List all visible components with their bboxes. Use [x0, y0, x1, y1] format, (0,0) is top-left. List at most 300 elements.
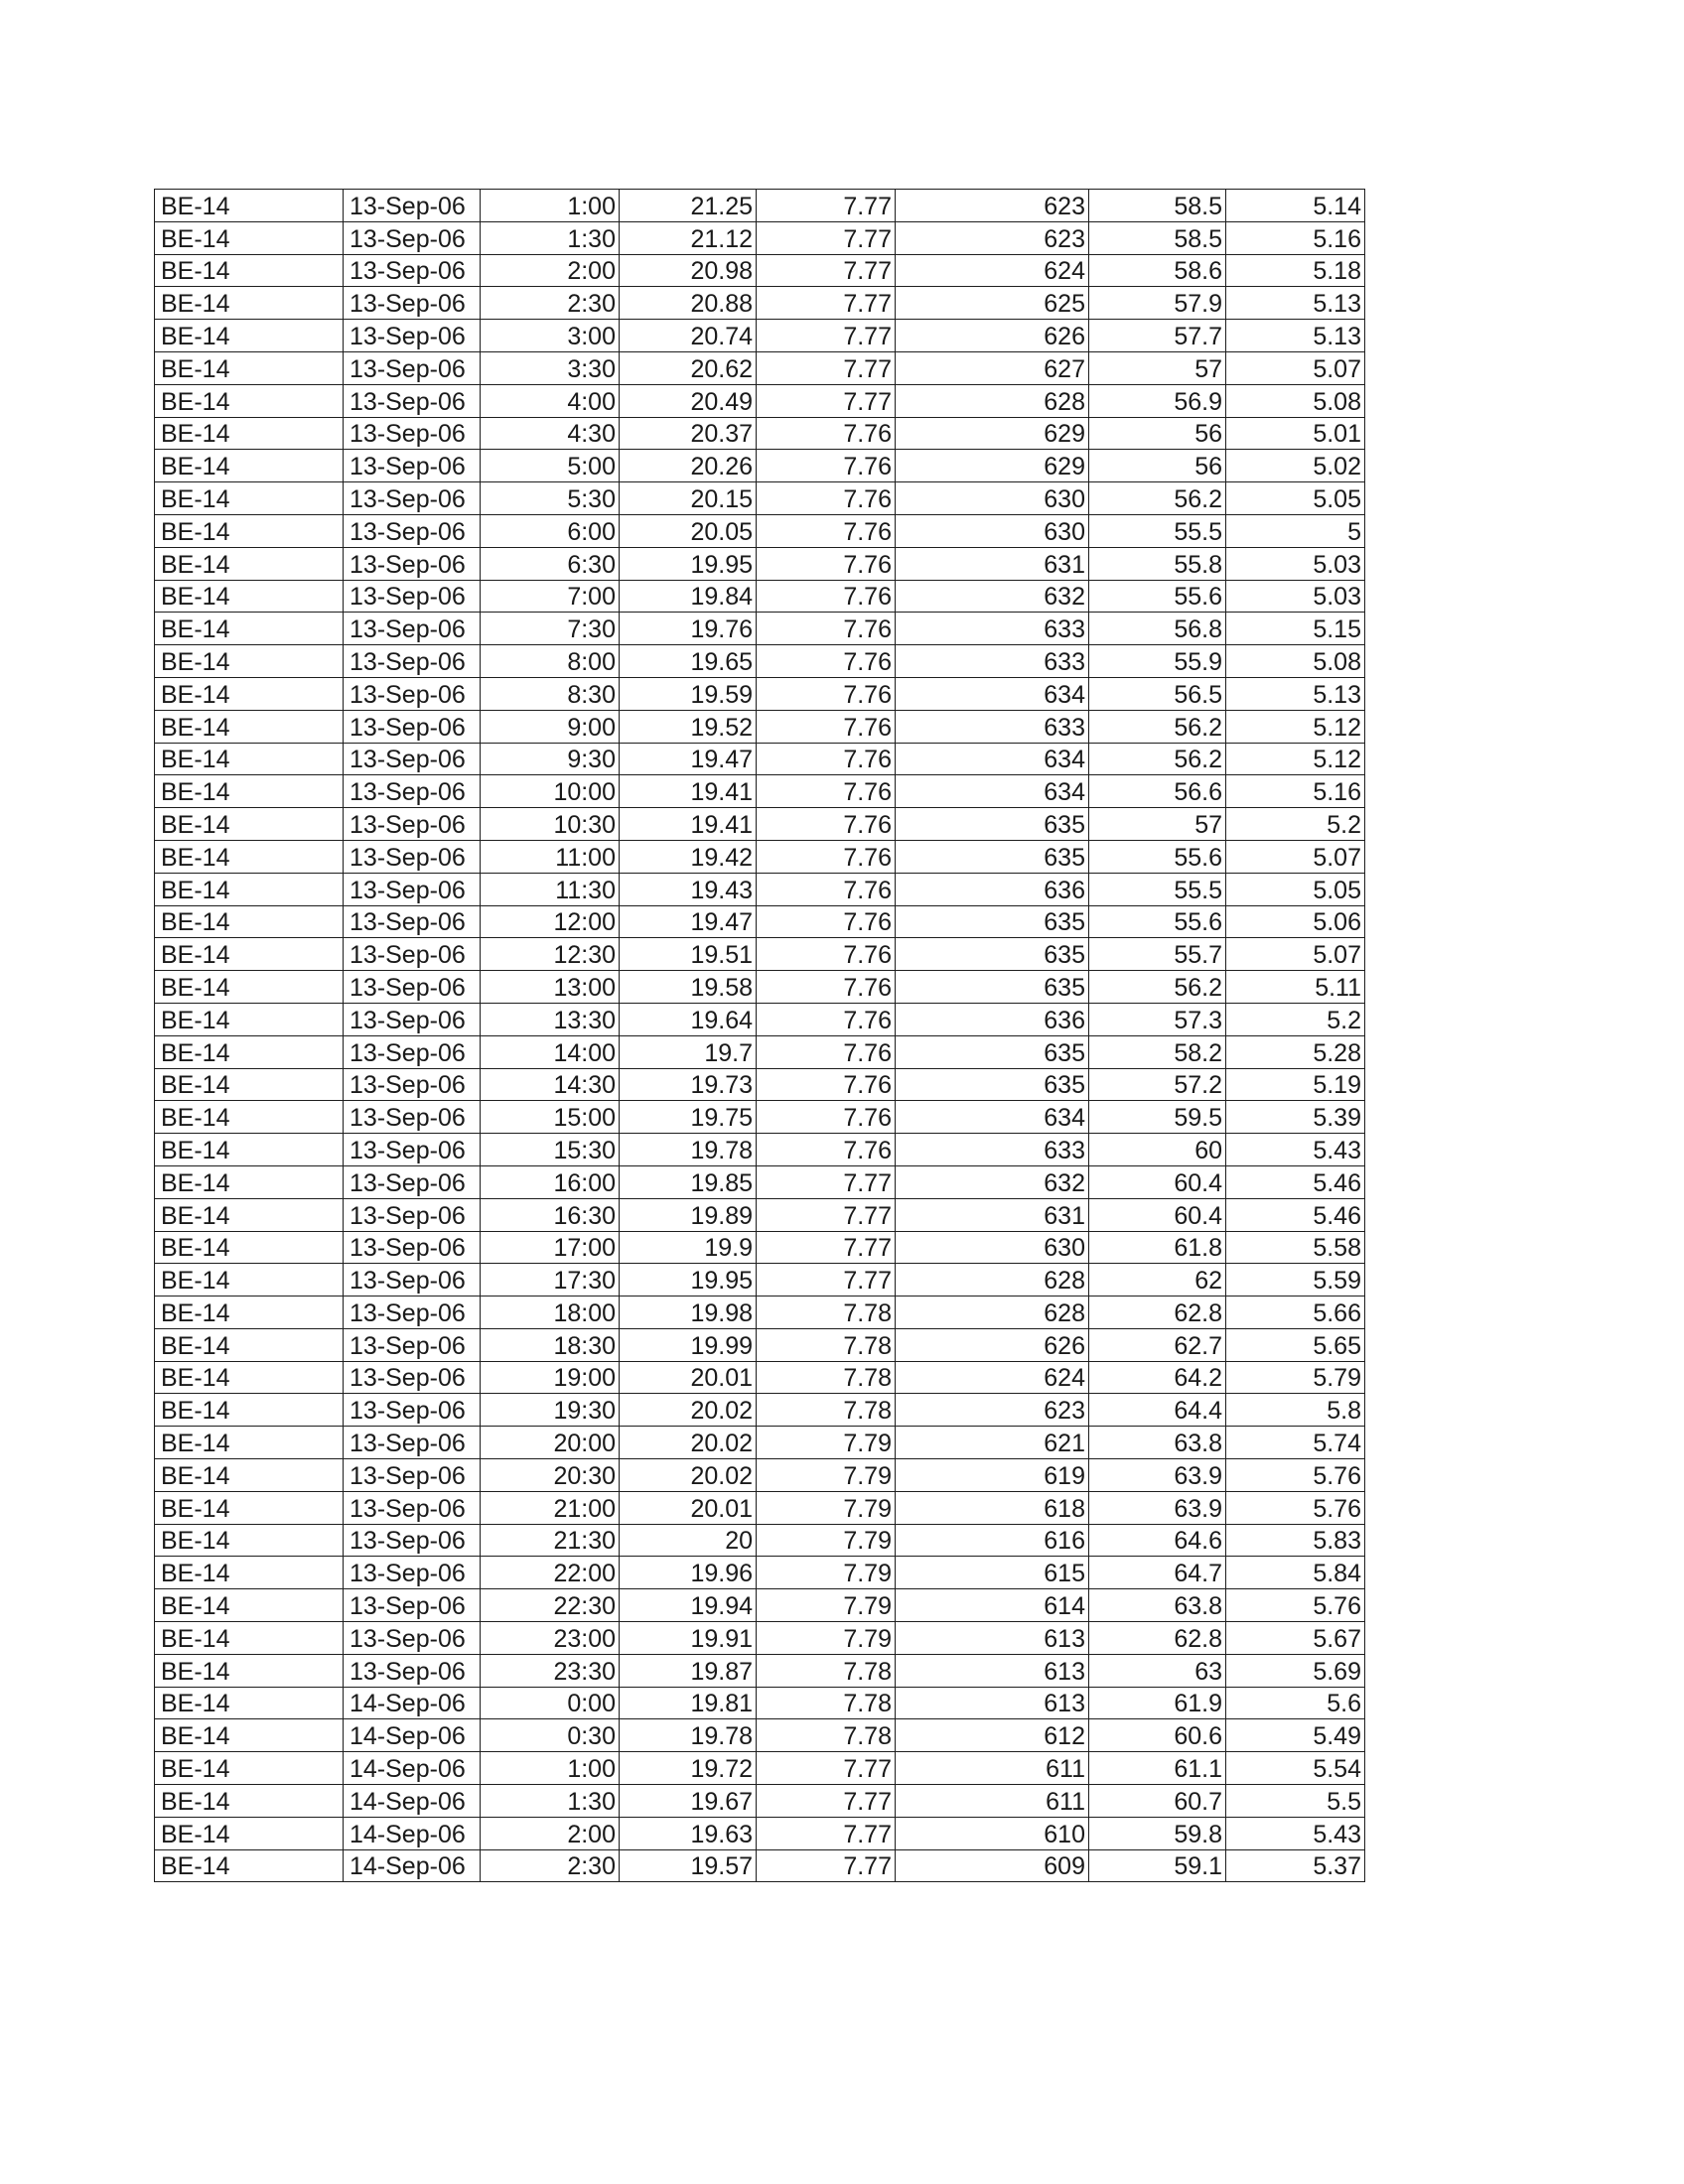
- do-mg-cell: 5.28: [1226, 1035, 1365, 1068]
- do-percent-cell: 56.6: [1089, 775, 1226, 808]
- time-cell: 9:00: [481, 710, 620, 743]
- ph-cell: 7.77: [757, 1817, 896, 1849]
- do-percent-cell: 55.6: [1089, 580, 1226, 613]
- temperature-cell: 19.59: [620, 677, 757, 710]
- temperature-cell: 19.96: [620, 1557, 757, 1589]
- do-percent-cell: 62: [1089, 1264, 1226, 1297]
- ph-cell: 7.77: [757, 1231, 896, 1264]
- time-cell: 23:30: [481, 1654, 620, 1687]
- station-cell: BE-14: [155, 1719, 344, 1752]
- time-cell: 3:30: [481, 351, 620, 384]
- do-mg-cell: 5.16: [1226, 775, 1365, 808]
- ph-cell: 7.76: [757, 417, 896, 450]
- table-row: [155, 1068, 1365, 1101]
- date-cell: 13-Sep-06: [344, 1589, 481, 1622]
- ph-cell: 7.77: [757, 320, 896, 352]
- station-cell: BE-14: [155, 547, 344, 580]
- do-percent-cell: 63.8: [1089, 1427, 1226, 1459]
- do-mg-cell: 5.83: [1226, 1524, 1365, 1557]
- conductivity-cell: 635: [896, 1068, 1089, 1101]
- do-percent-cell: 63: [1089, 1654, 1226, 1687]
- do-percent-cell: 57: [1089, 808, 1226, 841]
- time-cell: 0:00: [481, 1687, 620, 1719]
- temperature-cell: 19.47: [620, 905, 757, 938]
- temperature-cell: 19.65: [620, 645, 757, 678]
- date-cell: 14-Sep-06: [344, 1687, 481, 1719]
- time-cell: 2:30: [481, 1849, 620, 1882]
- do-percent-cell: 56.2: [1089, 710, 1226, 743]
- do-percent-cell: 64.2: [1089, 1361, 1226, 1394]
- temperature-cell: 20.98: [620, 254, 757, 287]
- time-cell: 5:30: [481, 482, 620, 515]
- table-row: [155, 320, 1365, 352]
- time-cell: 2:00: [481, 254, 620, 287]
- conductivity-cell: 634: [896, 743, 1089, 775]
- do-percent-cell: 60.4: [1089, 1198, 1226, 1231]
- temperature-cell: 19.72: [620, 1752, 757, 1785]
- ph-cell: 7.76: [757, 613, 896, 645]
- table-row: [155, 1752, 1365, 1785]
- table-row: [155, 190, 1365, 222]
- date-cell: 13-Sep-06: [344, 1557, 481, 1589]
- temperature-cell: 19.95: [620, 547, 757, 580]
- do-mg-cell: 5.6: [1226, 1687, 1365, 1719]
- station-cell: BE-14: [155, 1198, 344, 1231]
- conductivity-cell: 626: [896, 320, 1089, 352]
- station-cell: BE-14: [155, 1459, 344, 1492]
- table-row: [155, 1622, 1365, 1655]
- ph-cell: 7.76: [757, 710, 896, 743]
- table-row: [155, 384, 1365, 417]
- do-mg-cell: 5.84: [1226, 1557, 1365, 1589]
- conductivity-cell: 615: [896, 1557, 1089, 1589]
- do-mg-cell: 5.46: [1226, 1198, 1365, 1231]
- table-row: [155, 221, 1365, 254]
- ph-cell: 7.79: [757, 1427, 896, 1459]
- ph-cell: 7.77: [757, 351, 896, 384]
- temperature-cell: 19.58: [620, 971, 757, 1004]
- table-row: [155, 1003, 1365, 1035]
- ph-cell: 7.77: [757, 287, 896, 320]
- do-mg-cell: 5.05: [1226, 482, 1365, 515]
- date-cell: 13-Sep-06: [344, 1394, 481, 1427]
- date-cell: 13-Sep-06: [344, 351, 481, 384]
- conductivity-cell: 633: [896, 1134, 1089, 1166]
- conductivity-cell: 629: [896, 417, 1089, 450]
- time-cell: 1:30: [481, 221, 620, 254]
- do-mg-cell: 5.03: [1226, 580, 1365, 613]
- station-cell: BE-14: [155, 482, 344, 515]
- ph-cell: 7.77: [757, 221, 896, 254]
- date-cell: 13-Sep-06: [344, 1101, 481, 1134]
- conductivity-cell: 624: [896, 1361, 1089, 1394]
- temperature-cell: 19.85: [620, 1165, 757, 1198]
- do-percent-cell: 57.9: [1089, 287, 1226, 320]
- temperature-cell: 19.78: [620, 1719, 757, 1752]
- table-row: [155, 482, 1365, 515]
- time-cell: 10:00: [481, 775, 620, 808]
- do-mg-cell: 5.5: [1226, 1785, 1365, 1818]
- date-cell: 13-Sep-06: [344, 320, 481, 352]
- temperature-cell: 19.47: [620, 743, 757, 775]
- table-row: [155, 1361, 1365, 1394]
- time-cell: 23:00: [481, 1622, 620, 1655]
- do-mg-cell: 5.76: [1226, 1491, 1365, 1524]
- station-cell: BE-14: [155, 1134, 344, 1166]
- table-row: [155, 1491, 1365, 1524]
- time-cell: 17:00: [481, 1231, 620, 1264]
- temperature-cell: 19.94: [620, 1589, 757, 1622]
- do-percent-cell: 61.9: [1089, 1687, 1226, 1719]
- station-cell: BE-14: [155, 1849, 344, 1882]
- conductivity-cell: 635: [896, 1035, 1089, 1068]
- do-mg-cell: 5.39: [1226, 1101, 1365, 1134]
- temperature-cell: 19.9: [620, 1231, 757, 1264]
- ph-cell: 7.76: [757, 645, 896, 678]
- time-cell: 13:00: [481, 971, 620, 1004]
- do-mg-cell: 5.59: [1226, 1264, 1365, 1297]
- do-mg-cell: 5.03: [1226, 547, 1365, 580]
- table-row: [155, 1134, 1365, 1166]
- do-percent-cell: 55.6: [1089, 840, 1226, 873]
- table-row: [155, 743, 1365, 775]
- station-cell: BE-14: [155, 1589, 344, 1622]
- conductivity-cell: 635: [896, 938, 1089, 971]
- do-mg-cell: 5.08: [1226, 645, 1365, 678]
- do-mg-cell: 5.12: [1226, 710, 1365, 743]
- time-cell: 8:00: [481, 645, 620, 678]
- do-percent-cell: 62.8: [1089, 1297, 1226, 1329]
- station-cell: BE-14: [155, 710, 344, 743]
- do-mg-cell: 5.12: [1226, 743, 1365, 775]
- temperature-cell: 19.73: [620, 1068, 757, 1101]
- do-mg-cell: 5.07: [1226, 840, 1365, 873]
- table-row: [155, 873, 1365, 905]
- time-cell: 22:30: [481, 1589, 620, 1622]
- table-row: [155, 1297, 1365, 1329]
- station-cell: BE-14: [155, 743, 344, 775]
- do-percent-cell: 57.3: [1089, 1003, 1226, 1035]
- date-cell: 13-Sep-06: [344, 384, 481, 417]
- time-cell: 21:00: [481, 1491, 620, 1524]
- table-row: [155, 645, 1365, 678]
- temperature-cell: 20.49: [620, 384, 757, 417]
- ph-cell: 7.76: [757, 1068, 896, 1101]
- time-cell: 1:00: [481, 1752, 620, 1785]
- do-percent-cell: 63.8: [1089, 1589, 1226, 1622]
- station-cell: BE-14: [155, 221, 344, 254]
- station-cell: BE-14: [155, 320, 344, 352]
- table-row: [155, 1719, 1365, 1752]
- temperature-cell: 19.76: [620, 613, 757, 645]
- do-percent-cell: 56.2: [1089, 482, 1226, 515]
- date-cell: 13-Sep-06: [344, 1524, 481, 1557]
- ph-cell: 7.76: [757, 775, 896, 808]
- station-cell: BE-14: [155, 613, 344, 645]
- conductivity-cell: 625: [896, 287, 1089, 320]
- table-row: [155, 254, 1365, 287]
- do-percent-cell: 55.7: [1089, 938, 1226, 971]
- do-percent-cell: 57: [1089, 351, 1226, 384]
- table-row: [155, 1785, 1365, 1818]
- station-cell: BE-14: [155, 1328, 344, 1361]
- do-percent-cell: 60.7: [1089, 1785, 1226, 1818]
- time-cell: 8:30: [481, 677, 620, 710]
- table-row: [155, 514, 1365, 547]
- ph-cell: 7.78: [757, 1328, 896, 1361]
- time-cell: 14:30: [481, 1068, 620, 1101]
- date-cell: 13-Sep-06: [344, 1427, 481, 1459]
- conductivity-cell: 635: [896, 971, 1089, 1004]
- temperature-cell: 19.87: [620, 1654, 757, 1687]
- conductivity-cell: 623: [896, 221, 1089, 254]
- conductivity-cell: 633: [896, 710, 1089, 743]
- time-cell: 13:30: [481, 1003, 620, 1035]
- date-cell: 13-Sep-06: [344, 677, 481, 710]
- table-row: [155, 351, 1365, 384]
- ph-cell: 7.77: [757, 1165, 896, 1198]
- temperature-cell: 20.15: [620, 482, 757, 515]
- do-mg-cell: 5.43: [1226, 1817, 1365, 1849]
- do-percent-cell: 56.9: [1089, 384, 1226, 417]
- temperature-cell: 19.99: [620, 1328, 757, 1361]
- ph-cell: 7.78: [757, 1361, 896, 1394]
- ph-cell: 7.77: [757, 190, 896, 222]
- do-mg-cell: 5.07: [1226, 938, 1365, 971]
- station-cell: BE-14: [155, 1231, 344, 1264]
- conductivity-cell: 624: [896, 254, 1089, 287]
- table-row: [155, 1459, 1365, 1492]
- time-cell: 17:30: [481, 1264, 620, 1297]
- time-cell: 21:30: [481, 1524, 620, 1557]
- date-cell: 13-Sep-06: [344, 1328, 481, 1361]
- do-mg-cell: 5.18: [1226, 254, 1365, 287]
- conductivity-cell: 630: [896, 1231, 1089, 1264]
- date-cell: 13-Sep-06: [344, 221, 481, 254]
- station-cell: BE-14: [155, 873, 344, 905]
- do-percent-cell: 59.1: [1089, 1849, 1226, 1882]
- time-cell: 6:30: [481, 547, 620, 580]
- do-mg-cell: 5.07: [1226, 351, 1365, 384]
- conductivity-cell: 629: [896, 450, 1089, 482]
- do-percent-cell: 60.6: [1089, 1719, 1226, 1752]
- do-percent-cell: 58.5: [1089, 190, 1226, 222]
- date-cell: 13-Sep-06: [344, 645, 481, 678]
- station-cell: BE-14: [155, 1654, 344, 1687]
- station-cell: BE-14: [155, 645, 344, 678]
- time-cell: 4:30: [481, 417, 620, 450]
- date-cell: 13-Sep-06: [344, 613, 481, 645]
- temperature-cell: 20.26: [620, 450, 757, 482]
- temperature-cell: 20.01: [620, 1361, 757, 1394]
- ph-cell: 7.76: [757, 450, 896, 482]
- conductivity-cell: 626: [896, 1328, 1089, 1361]
- ph-cell: 7.76: [757, 971, 896, 1004]
- conductivity-cell: 628: [896, 1264, 1089, 1297]
- do-percent-cell: 64.4: [1089, 1394, 1226, 1427]
- date-cell: 13-Sep-06: [344, 547, 481, 580]
- ph-cell: 7.76: [757, 1035, 896, 1068]
- station-cell: BE-14: [155, 1491, 344, 1524]
- do-mg-cell: 5.54: [1226, 1752, 1365, 1785]
- do-percent-cell: 58.5: [1089, 221, 1226, 254]
- temperature-cell: 19.51: [620, 938, 757, 971]
- table-row: [155, 1654, 1365, 1687]
- conductivity-cell: 634: [896, 775, 1089, 808]
- conductivity-cell: 621: [896, 1427, 1089, 1459]
- conductivity-cell: 623: [896, 190, 1089, 222]
- date-cell: 13-Sep-06: [344, 840, 481, 873]
- conductivity-cell: 630: [896, 514, 1089, 547]
- time-cell: 9:30: [481, 743, 620, 775]
- do-percent-cell: 57.2: [1089, 1068, 1226, 1101]
- temperature-cell: 19.64: [620, 1003, 757, 1035]
- ph-cell: 7.76: [757, 873, 896, 905]
- time-cell: 12:00: [481, 905, 620, 938]
- do-mg-cell: 5.74: [1226, 1427, 1365, 1459]
- temperature-cell: 19.57: [620, 1849, 757, 1882]
- time-cell: 12:30: [481, 938, 620, 971]
- date-cell: 13-Sep-06: [344, 938, 481, 971]
- temperature-cell: 21.12: [620, 221, 757, 254]
- do-percent-cell: 56.5: [1089, 677, 1226, 710]
- time-cell: 18:30: [481, 1328, 620, 1361]
- table-row: [155, 1231, 1365, 1264]
- ph-cell: 7.76: [757, 808, 896, 841]
- date-cell: 13-Sep-06: [344, 1654, 481, 1687]
- temperature-cell: 19.91: [620, 1622, 757, 1655]
- date-cell: 14-Sep-06: [344, 1817, 481, 1849]
- station-cell: BE-14: [155, 1394, 344, 1427]
- station-cell: BE-14: [155, 384, 344, 417]
- ph-cell: 7.77: [757, 1752, 896, 1785]
- temperature-cell: 20.88: [620, 287, 757, 320]
- do-mg-cell: 5.46: [1226, 1165, 1365, 1198]
- do-percent-cell: 55.6: [1089, 905, 1226, 938]
- table-row: [155, 1198, 1365, 1231]
- data-table: [154, 189, 1365, 1882]
- table-row: [155, 1427, 1365, 1459]
- do-mg-cell: 5.79: [1226, 1361, 1365, 1394]
- temperature-cell: 19.67: [620, 1785, 757, 1818]
- do-percent-cell: 60: [1089, 1134, 1226, 1166]
- time-cell: 11:00: [481, 840, 620, 873]
- time-cell: 1:30: [481, 1785, 620, 1818]
- do-percent-cell: 56: [1089, 417, 1226, 450]
- time-cell: 16:00: [481, 1165, 620, 1198]
- table-row: [155, 840, 1365, 873]
- conductivity-cell: 612: [896, 1719, 1089, 1752]
- ph-cell: 7.79: [757, 1491, 896, 1524]
- do-percent-cell: 59.5: [1089, 1101, 1226, 1134]
- conductivity-cell: 634: [896, 677, 1089, 710]
- conductivity-cell: 623: [896, 1394, 1089, 1427]
- do-percent-cell: 63.9: [1089, 1491, 1226, 1524]
- do-percent-cell: 57.7: [1089, 320, 1226, 352]
- temperature-cell: 20.02: [620, 1394, 757, 1427]
- temperature-cell: 19.75: [620, 1101, 757, 1134]
- table-row: [155, 613, 1365, 645]
- table-row: [155, 1524, 1365, 1557]
- do-percent-cell: 56.2: [1089, 971, 1226, 1004]
- table-row: [155, 1557, 1365, 1589]
- conductivity-cell: 633: [896, 613, 1089, 645]
- do-mg-cell: 5.49: [1226, 1719, 1365, 1752]
- do-mg-cell: 5.14: [1226, 190, 1365, 222]
- ph-cell: 7.79: [757, 1557, 896, 1589]
- do-mg-cell: 5.13: [1226, 287, 1365, 320]
- date-cell: 13-Sep-06: [344, 514, 481, 547]
- ph-cell: 7.77: [757, 1198, 896, 1231]
- station-cell: BE-14: [155, 351, 344, 384]
- table-row: [155, 1817, 1365, 1849]
- do-mg-cell: 5.05: [1226, 873, 1365, 905]
- conductivity-cell: 636: [896, 873, 1089, 905]
- conductivity-cell: 631: [896, 547, 1089, 580]
- date-cell: 13-Sep-06: [344, 287, 481, 320]
- temperature-cell: 19.89: [620, 1198, 757, 1231]
- conductivity-cell: 632: [896, 1165, 1089, 1198]
- table-row: [155, 808, 1365, 841]
- ph-cell: 7.79: [757, 1622, 896, 1655]
- table-row: [155, 1328, 1365, 1361]
- time-cell: 16:30: [481, 1198, 620, 1231]
- conductivity-cell: 613: [896, 1687, 1089, 1719]
- do-mg-cell: 5.01: [1226, 417, 1365, 450]
- conductivity-cell: 628: [896, 384, 1089, 417]
- date-cell: 13-Sep-06: [344, 190, 481, 222]
- table-row: [155, 710, 1365, 743]
- conductivity-cell: 611: [896, 1785, 1089, 1818]
- do-percent-cell: 56: [1089, 450, 1226, 482]
- temperature-cell: 19.7: [620, 1035, 757, 1068]
- time-cell: 3:00: [481, 320, 620, 352]
- temperature-cell: 19.98: [620, 1297, 757, 1329]
- do-mg-cell: 5.37: [1226, 1849, 1365, 1882]
- station-cell: BE-14: [155, 1264, 344, 1297]
- temperature-cell: 21.25: [620, 190, 757, 222]
- station-cell: BE-14: [155, 1817, 344, 1849]
- station-cell: BE-14: [155, 190, 344, 222]
- date-cell: 13-Sep-06: [344, 1068, 481, 1101]
- ph-cell: 7.76: [757, 905, 896, 938]
- station-cell: BE-14: [155, 1427, 344, 1459]
- conductivity-cell: 609: [896, 1849, 1089, 1882]
- station-cell: BE-14: [155, 287, 344, 320]
- date-cell: 13-Sep-06: [344, 1622, 481, 1655]
- date-cell: 14-Sep-06: [344, 1785, 481, 1818]
- do-mg-cell: 5.2: [1226, 808, 1365, 841]
- time-cell: 20:00: [481, 1427, 620, 1459]
- conductivity-cell: 613: [896, 1654, 1089, 1687]
- station-cell: BE-14: [155, 808, 344, 841]
- station-cell: BE-14: [155, 254, 344, 287]
- time-cell: 2:30: [481, 287, 620, 320]
- table-row: [155, 1849, 1365, 1882]
- do-percent-cell: 56.2: [1089, 743, 1226, 775]
- time-cell: 15:30: [481, 1134, 620, 1166]
- temperature-cell: 19.52: [620, 710, 757, 743]
- do-mg-cell: 5.65: [1226, 1328, 1365, 1361]
- ph-cell: 7.76: [757, 677, 896, 710]
- temperature-cell: 20.62: [620, 351, 757, 384]
- do-mg-cell: 5.19: [1226, 1068, 1365, 1101]
- time-cell: 18:00: [481, 1297, 620, 1329]
- conductivity-cell: 635: [896, 905, 1089, 938]
- date-cell: 14-Sep-06: [344, 1752, 481, 1785]
- date-cell: 13-Sep-06: [344, 450, 481, 482]
- do-percent-cell: 61.1: [1089, 1752, 1226, 1785]
